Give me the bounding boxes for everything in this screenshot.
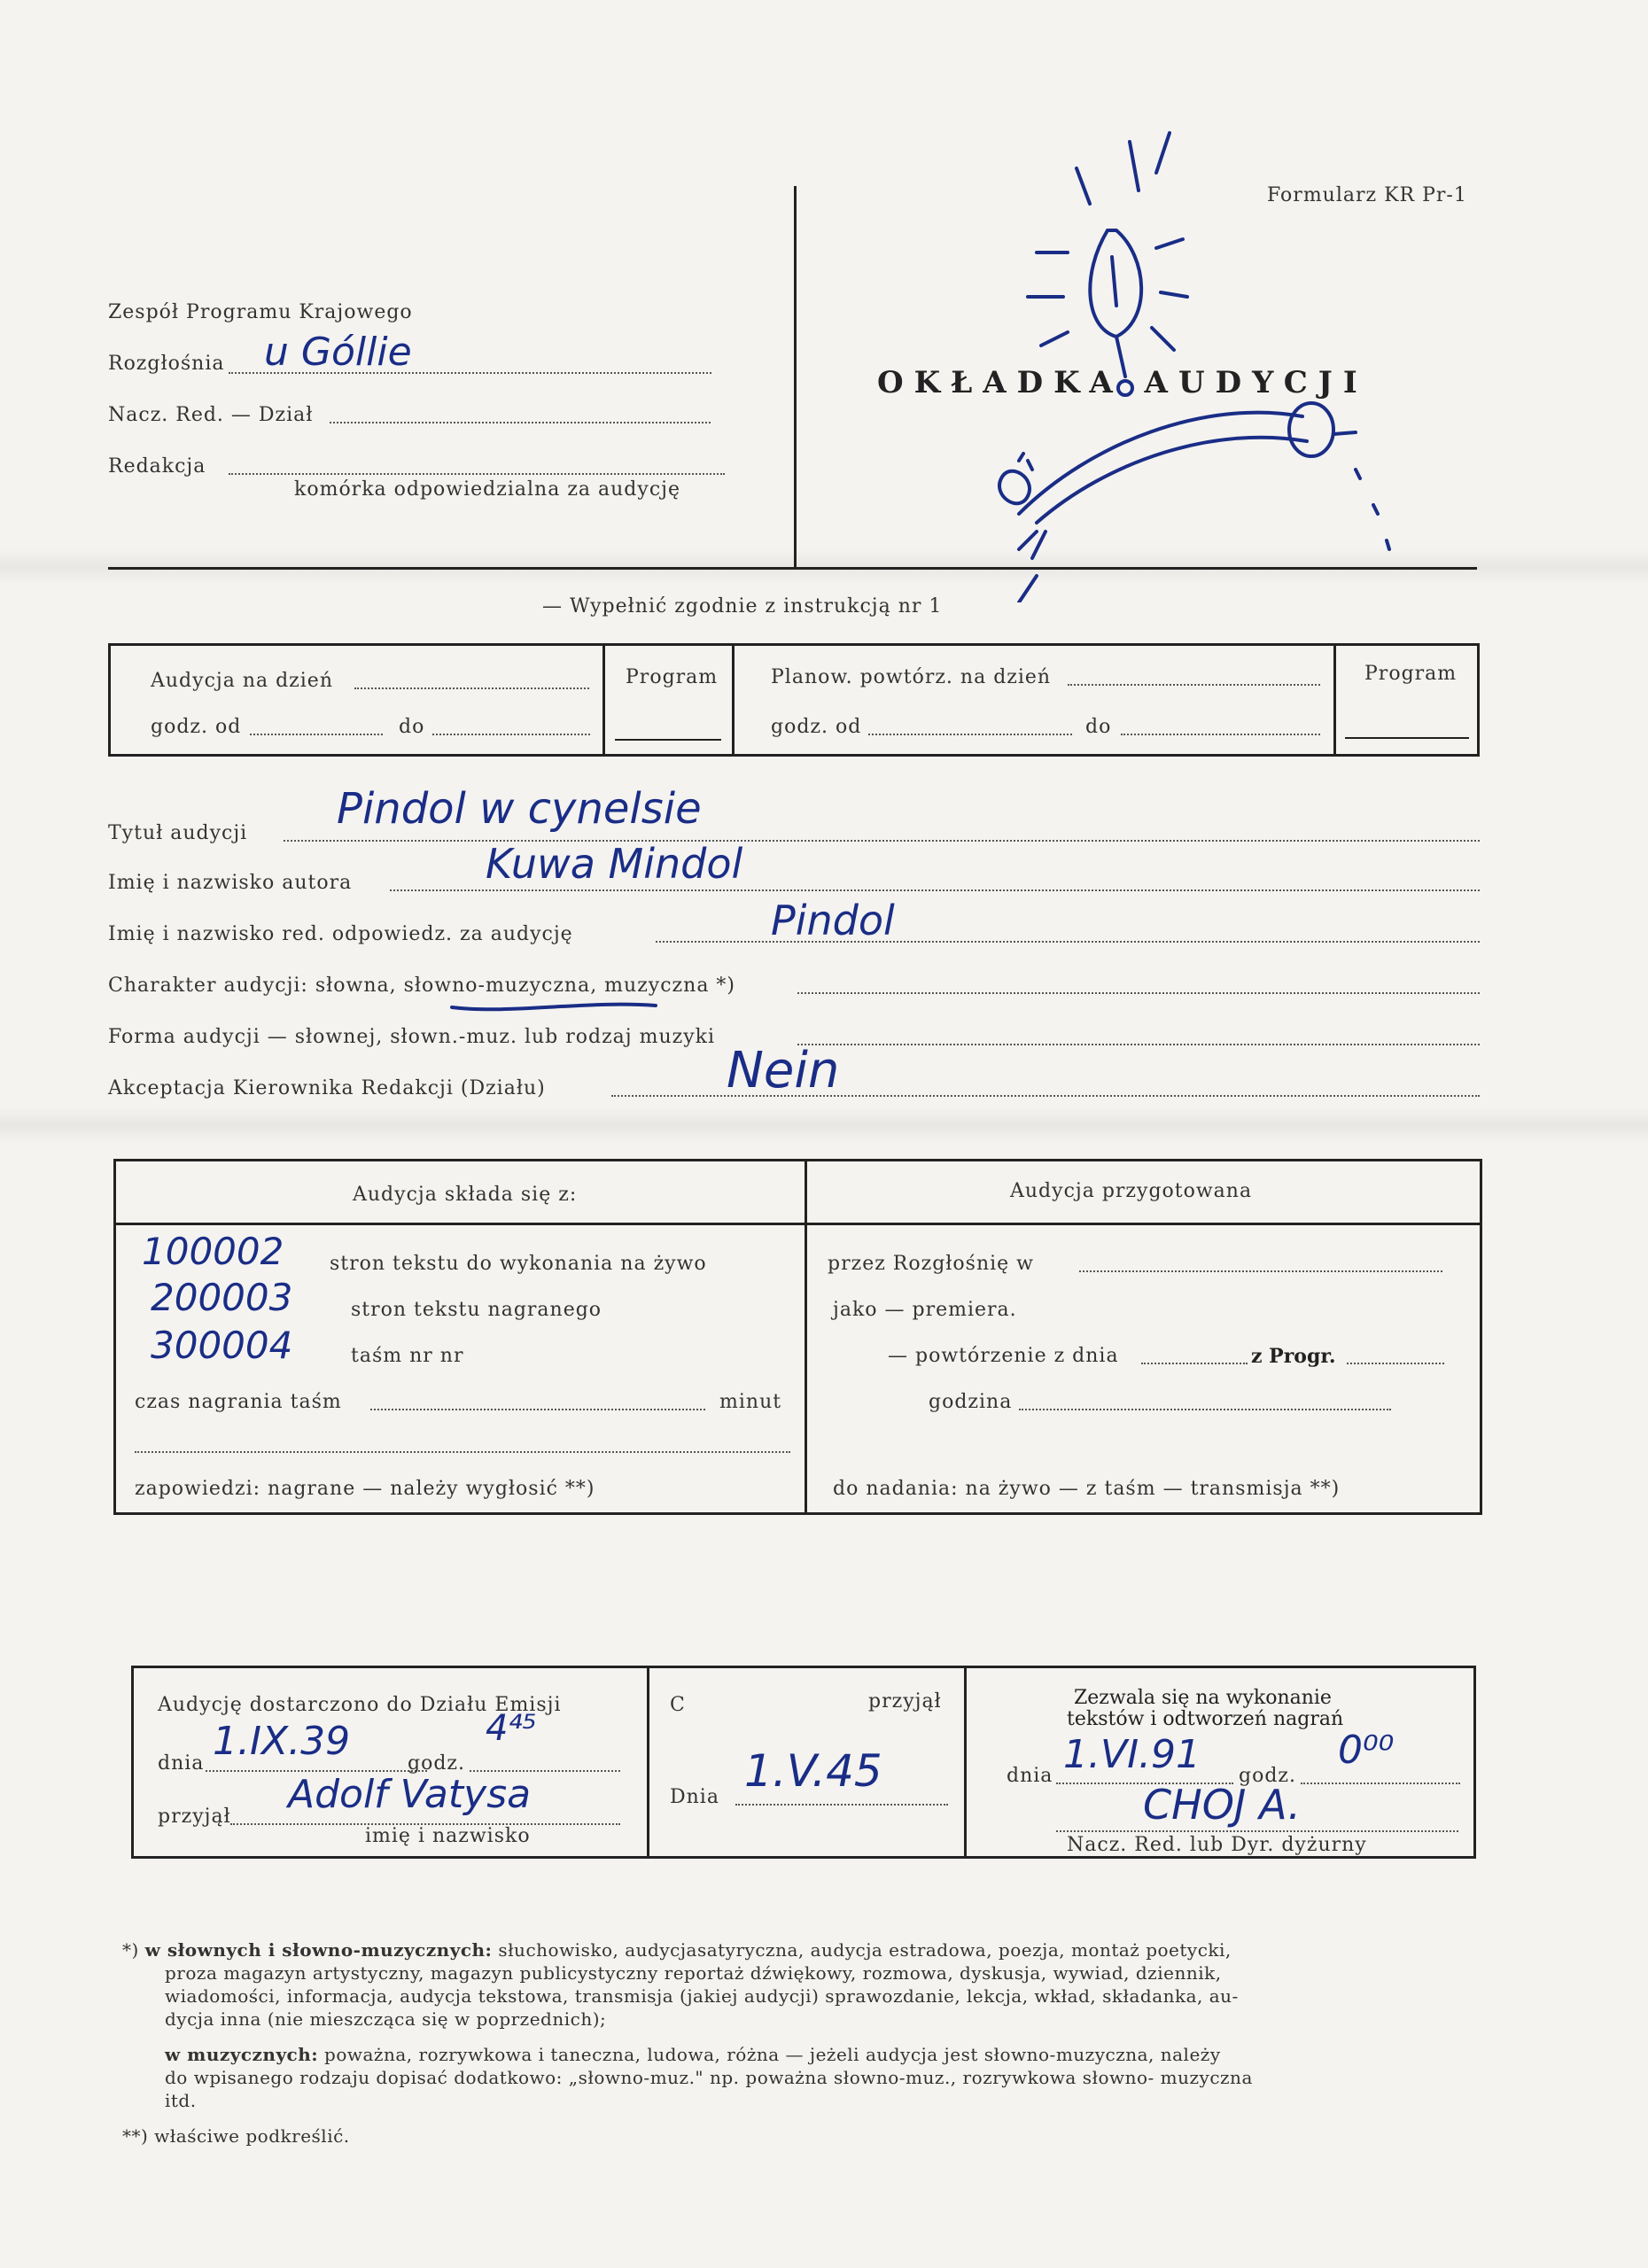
footnote-1-bold: w słownych i słowno-muzycznych: (144, 1939, 493, 1961)
delivered-date-label: dnia (158, 1752, 205, 1775)
permit-line2: tekstów i odtworzeń nagrań (1067, 1708, 1344, 1730)
author-value: Kuwa Mindol (486, 840, 743, 888)
composition-header-left: Audycja składa się z: (353, 1184, 578, 1206)
repeat-from-label: godz. od (771, 716, 862, 738)
permit-date-value: 1.VI.91 (1063, 1732, 1201, 1777)
by-station-line (1079, 1270, 1442, 1272)
instruction: — Wypełnić zgodnie z instrukcją nr 1 (542, 595, 943, 617)
live-pages-label: stron tekstu do wykonania na żywo (330, 1253, 707, 1275)
received-value: Adolf Vatysa (288, 1772, 532, 1817)
received-label: przyjął (158, 1806, 231, 1828)
responsible-editor-label: Imię i nazwisko red. odpowiedz. za audycję (108, 923, 573, 945)
recorded-pages-value: 200003 (151, 1276, 293, 1319)
delivered-hour-label: godz. (408, 1752, 465, 1775)
footnote-2-line3: itd. (165, 2090, 197, 2111)
recorded-pages-label: stron tekstu nagranego (351, 1299, 602, 1321)
permit-date-label: dnia (1007, 1765, 1053, 1787)
composition-header-rule (113, 1223, 1482, 1225)
schedule-divider (732, 643, 735, 757)
title-label: Tytuł audycji (108, 822, 248, 844)
station-value: u Góllie (264, 330, 412, 375)
by-station-label: przez Rozgłośnię w (828, 1253, 1034, 1275)
day-value: 1.V.45 (744, 1745, 882, 1797)
station-label: Rozgłośnia (108, 353, 225, 375)
editor-label: Nacz. Red. — Dział (108, 404, 314, 426)
tapes-value: 300004 (151, 1324, 293, 1367)
repeat-to-label: do (1085, 716, 1112, 738)
time-to-label: do (399, 716, 425, 738)
program2-line (1345, 737, 1469, 739)
header-divider (794, 186, 797, 569)
time-from-line (250, 734, 383, 735)
repeat-date-label: Planow. powtórz. na dzień (771, 666, 1052, 688)
footnote-1-line1: słuchowisko, audycjasatyryczna, audycja estradowa, poezja, montaż poetycki, (498, 1939, 1232, 1961)
redakcja-label: Redakcja (108, 455, 206, 478)
footnote-3-mark: **) (122, 2125, 149, 2147)
announce-label: zapowiedzi: nagrane — należy wygłosić **) (135, 1478, 595, 1500)
title-line (284, 840, 1480, 842)
from-program-line (1347, 1363, 1444, 1364)
repeat-date-line-2 (1141, 1363, 1248, 1364)
program-line (615, 739, 721, 741)
schedule-divider (602, 643, 605, 757)
author-label: Imię i nazwisko autora (108, 872, 353, 894)
send-mode-label: do nadania: na żywo — z taśm — transmisja **) (833, 1478, 1341, 1500)
tapes-label: taśm nr nr (351, 1345, 464, 1367)
footnote-1-line3: wiadomości, informacja, audycja tekstowa, transmisja (jakiej audycji) sprawozdanie, lekcja, wkład, składanka, au- (165, 1985, 1239, 2007)
footnote-1-line4: dycja inna (nie mieszcząca się w poprzednich); (165, 2008, 607, 2030)
live-pages-value: 100002 (142, 1230, 284, 1273)
sketch-drawing (983, 106, 1409, 602)
delivered-date-value: 1.IX.39 (213, 1719, 351, 1764)
delivered-hour-value: 4⁴⁵ (486, 1708, 537, 1749)
minutes-label: minut (719, 1391, 782, 1413)
hour-label: godzina (929, 1391, 1013, 1413)
permit-line1: Zezwala się na wykonanie (1074, 1687, 1332, 1709)
extra-line (135, 1451, 790, 1453)
day-line (735, 1804, 948, 1806)
rec-time-label: czas nagrania taśm (135, 1391, 342, 1413)
character-underline (447, 997, 660, 1016)
duty-label: Nacz. Red. lub Dyr. dyżurny (1067, 1834, 1367, 1856)
time-to-line (432, 734, 590, 735)
acceptance-label: Akceptacja Kierownika Redakcji (Działu) (108, 1077, 546, 1099)
footnote-1-mark: *) (122, 1939, 139, 1961)
footnote-2-line2: do wpisanego rodzaju dopisać dodatkowo: „słowno-muz." np. poważna słowno-muz., rozrywkowa słowno- muzyczna (165, 2067, 1253, 2088)
c-received-label: przyjął (868, 1690, 942, 1713)
form-type-line (797, 1044, 1480, 1045)
footnote-2-line1: poważna, rozrywkowa i taneczna, ludowa, różna — jeżeli audycja jest słowno-muzyczna, należy (324, 2044, 1221, 2065)
broadcast-date-line (354, 687, 589, 689)
signature-value: CHOJ A. (1143, 1781, 1302, 1829)
program2-label: Program (1364, 663, 1458, 685)
delivered-label: Audycję dostarczono do Działu Emisji (158, 1694, 562, 1716)
delivery-divider (964, 1666, 967, 1859)
repeat-date-line (1068, 684, 1320, 686)
composition-divider (805, 1159, 807, 1515)
editor-line (330, 422, 711, 423)
delivery-divider (647, 1666, 649, 1859)
footnote-2-bold: w muzycznych: (165, 2044, 319, 2065)
repeat-from-line (868, 734, 1072, 735)
title-value: Pindol w cynelsie (337, 784, 702, 834)
schedule-box (108, 643, 1480, 757)
form-title: OKŁADKA AUDYCJI (877, 365, 1368, 400)
footnote-3 (122, 2124, 350, 2148)
program-label: Program (626, 666, 719, 688)
day-label: Dnia (670, 1786, 719, 1808)
paper-fold (0, 1107, 1648, 1143)
permit-hour-label: godz. (1239, 1765, 1296, 1787)
form-code: Formularz KR Pr-1 (1267, 184, 1467, 206)
footnote-1-line2: proza magazyn artystyczny, magazyn publicystyczny reportaż dźwiękowy, rozmowa, dyskusja, wywiad, dziennik, (165, 1962, 1222, 1984)
c-label: C (670, 1694, 686, 1716)
character-line (797, 992, 1480, 994)
acceptance-value: Nein (727, 1042, 840, 1099)
composition-box (113, 1159, 1482, 1515)
broadcast-date-label: Audycja na dzień (151, 670, 333, 692)
footnote-2 (165, 2043, 1221, 2066)
schedule-divider (1333, 643, 1336, 757)
team-label: Zespół Programu Krajowego (108, 301, 413, 323)
form-type-label: Forma audycji — słownej, słown.-muz. lub rodzaj muzyki (108, 1026, 716, 1048)
footnote-1 (122, 1938, 1232, 1961)
redakcja-sub: komórka odpowiedzialna za audycję (294, 478, 680, 501)
as-premiere-label: jako — premiera. (833, 1299, 1017, 1321)
composition-header-right: Audycja przygotowana (1010, 1180, 1253, 1202)
time-from-label: godz. od (151, 716, 242, 738)
repeat-date-label-2: — powtórzenie z dnia (888, 1345, 1119, 1367)
hour-line (1019, 1409, 1391, 1410)
permit-hour-line (1301, 1783, 1460, 1784)
rec-time-line (370, 1409, 705, 1410)
responsible-editor-value: Pindol (771, 897, 895, 944)
permit-hour-value: 0⁰⁰ (1338, 1728, 1395, 1773)
signature-line (1056, 1830, 1458, 1832)
repeat-to-line (1121, 734, 1320, 735)
author-line (390, 889, 1480, 891)
redakcja-line (229, 473, 725, 475)
from-program-label: z Progr. (1251, 1345, 1336, 1368)
footnote-3-text: właściwe podkreślić. (154, 2125, 350, 2147)
name-sub: imię i nazwisko (365, 1825, 531, 1847)
character-label: Charakter audycji: słowna, słowno-muzyczna, muzyczna *) (108, 975, 736, 997)
